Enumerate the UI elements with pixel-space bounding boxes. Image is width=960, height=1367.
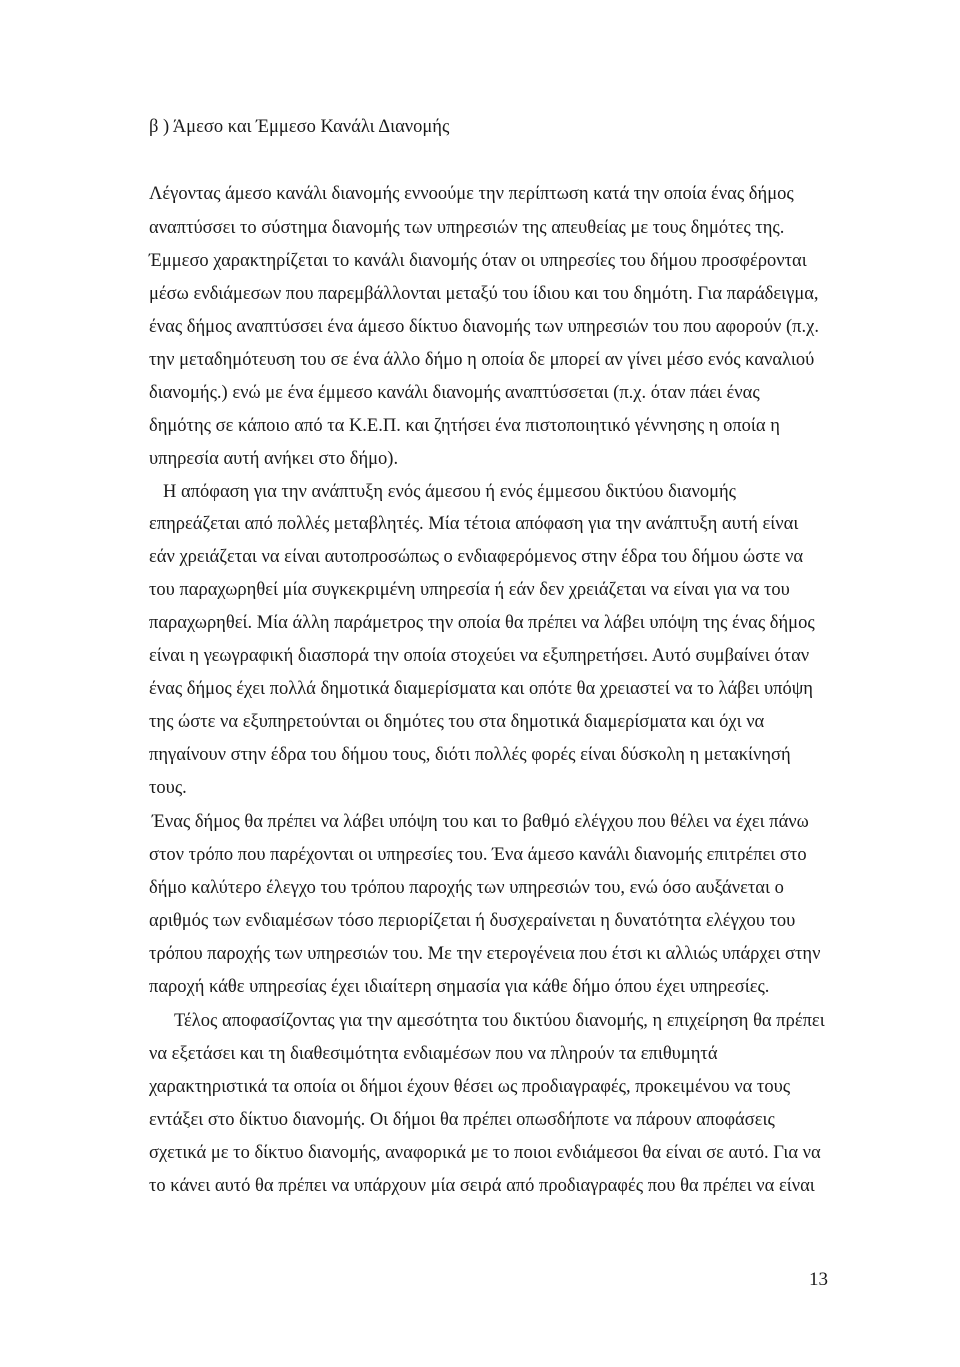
text-line: του παραχωρηθεί μία συγκεκριμένη υπηρεσία ή εάν δεν χρειάζεται να είναι για να του <box>149 580 790 600</box>
text-line: να εξετάσει και τη διαθεσιμότητα ενδιαμέσων που να πληρούν τα επιθυμητά <box>149 1044 718 1064</box>
text-line: παροχή κάθε υπηρεσίας έχει ιδιαίτερη σημασία για κάθε δήμο όπου έχει υπηρεσίες. <box>149 977 770 997</box>
text-line: στον τρόπο που παρέχονται οι υπηρεσίες του. Ένα άμεσο κανάλι διανομής επιτρέπει στο <box>149 845 807 865</box>
text-line: αριθμός των ενδιαμέσων τόσο περιορίζεται ή δυσχεραίνεται η δυνατότητα ελέγχου του <box>149 911 796 931</box>
text-line: αναπτύσσει το σύστημα διανομής των υπηρεσιών της απευθείας με τους δημότες της. <box>149 218 785 238</box>
text-line: το κάνει αυτό θα πρέπει να υπάρχουν μία σειρά από προδιαγραφές που θα πρέπει να είναι <box>149 1176 815 1196</box>
text-line: διανομής.) ενώ με ένα έμμεσο κανάλι διανομής αναπτύσσεται (π.χ. όταν πάει ένας <box>149 383 760 403</box>
text-line: τρόπου παροχής των υπηρεσιών του. Με την ετερογένεια που έτσι κι αλλιώς υπάρχει στην <box>149 944 821 964</box>
text-line: είναι η γεωγραφική διασπορά την οποία στοχεύει να εξυπηρετήσει. Αυτό συμβαίνει όταν <box>149 646 810 666</box>
text-line: Έμμεσο χαρακτηρίζεται το κανάλι διανομής όταν οι υπηρεσίες του δήμου προσφέρονται <box>149 251 807 271</box>
text-line: Λέγοντας άμεσο κανάλι διανομής εννοούμε την περίπτωση κατά την οποία ένας δήμος <box>149 184 794 204</box>
text-line: υπηρεσία αυτή ανήκει στο δήμο). <box>149 449 399 469</box>
text-line: σχετικά με το δίκτυο διανομής, αναφορικά με το ποιοι ενδιάμεσοι θα είναι σε αυτό. Για να <box>149 1143 821 1163</box>
text-line: ένας δήμος αναπτύσσει ένα άμεσο δίκτυο διανομής των υπηρεσιών του που αφορούν (π.χ. <box>149 317 819 337</box>
text-line: επηρεάζεται από πολλές μεταβλητές. Μία τέτοια απόφαση για την ανάπτυξη αυτή είναι <box>149 514 799 534</box>
text-line: πηγαίνουν στην έδρα του δήμου τους, διότι πολλές φορές είναι δύσκολη η μετακίνησή <box>149 745 791 765</box>
text-line: εντάξει στο δίκτυο διανομής. Οι δήμοι θα πρέπει οπωσδήποτε να πάρουν αποφάσεις <box>149 1110 775 1130</box>
text-line: δημότης σε κάποιο από τα Κ.Ε.Π. και ζητήσει ένα πιστοποιητικό γέννησης η οποία η <box>149 416 780 436</box>
text-line: Τέλος αποφασίζοντας για την αμεσότητα του δικτύου διανομής, η επιχείρηση θα πρέπει <box>174 1011 825 1031</box>
text-line: Ένας δήμος θα πρέπει να λάβει υπόψη του και το βαθμό ελέγχου που θέλει να έχει πάνω <box>152 812 809 832</box>
section-heading: β ) Άμεσο και Έμμεσο Κανάλι Διανομής <box>149 117 450 137</box>
text-line: ένας δήμος έχει πολλά δημοτικά διαμερίσματα και οπότε θα χρειαστεί να το λάβει υπόψη <box>149 679 813 699</box>
text-line: μέσω ενδιάμεσων που παρεμβάλλονται μεταξύ του ίδιου και του δημότη. Για παράδειγμα, <box>149 284 819 304</box>
page-number: 13 <box>809 1269 828 1290</box>
text-line: της ώστε να εξυπηρετούνται οι δημότες του στα δημοτικά διαμερίσματα και όχι να <box>149 712 765 732</box>
text-line: εάν χρειάζεται να είναι αυτοπροσώπως ο ενδιαφερόμενος στην έδρα του δήμου ώστε να <box>149 547 804 567</box>
text-line: τους. <box>149 778 187 798</box>
text-line: δήμο καλύτερο έλεγχο του τρόπου παροχής των υπηρεσιών του, ενώ όσο αυξάνεται ο <box>149 878 784 898</box>
text-line: την μεταδημότευση του σε ένα άλλο δήμο η οποία δε μπορεί αν γίνει μέσο ενός καναλιού <box>149 350 815 370</box>
text-line: παραχωρηθεί. Μία άλλη παράμετρος την οποία θα πρέπει να λάβει υπόψη της ένας δήμος <box>149 613 815 633</box>
text-line: χαρακτηριστικά τα οποία οι δήμοι έχουν θέσει ως προδιαγραφές, προκειμένου να τους <box>149 1077 791 1097</box>
text-line: Η απόφαση για την ανάπτυξη ενός άμεσου ή ενός έμμεσου δικτύου διανομής <box>163 482 737 502</box>
